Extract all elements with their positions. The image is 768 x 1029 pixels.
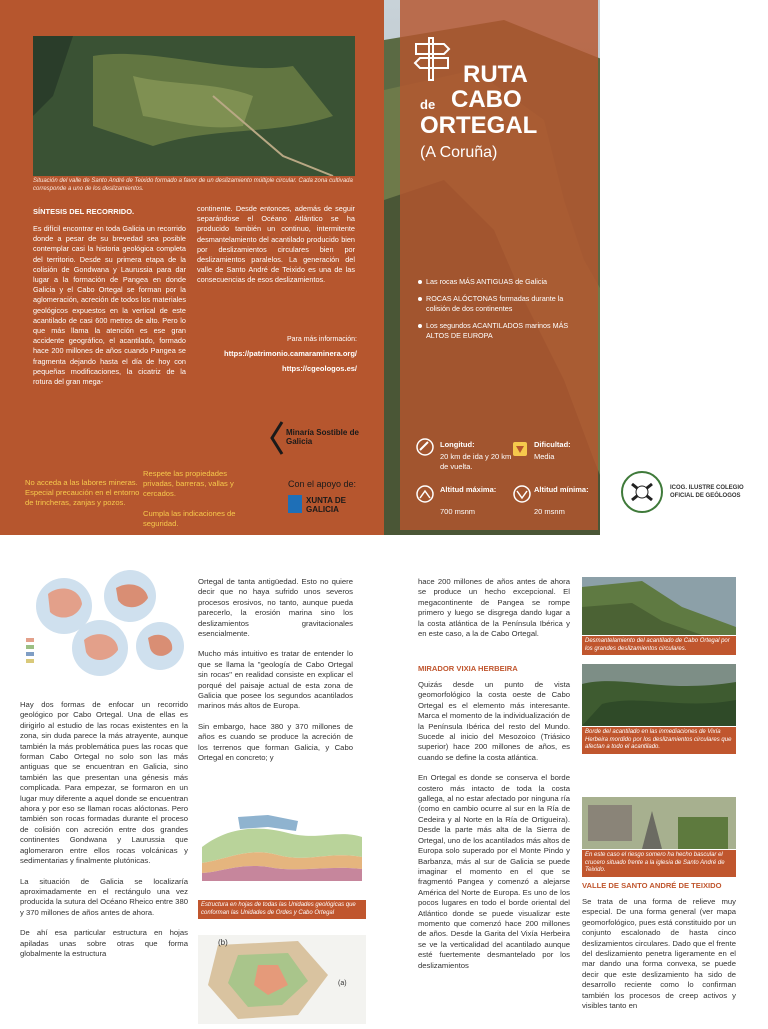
geological-section-diagram xyxy=(198,807,366,887)
warning-property: Respete las propiedades privadas, barreras, vallas y cercados. xyxy=(143,469,234,498)
mountain-up-icon xyxy=(416,485,434,508)
highlights-list xyxy=(418,277,588,348)
alt-max-label: Altitud máxima: xyxy=(440,485,497,494)
vixia-herbeira-photo xyxy=(582,664,736,726)
title-line2: CABO xyxy=(451,86,522,113)
minaria-logo xyxy=(268,420,364,456)
link-cgeologos[interactable]: https://cgeologos.es/ xyxy=(281,364,357,373)
support-label: Con el apoyo de: xyxy=(288,479,357,489)
xunta-emblem-icon xyxy=(288,495,302,513)
bullet-icon xyxy=(418,324,422,328)
svg-text:(b): (b) xyxy=(218,938,228,947)
signpost-icon xyxy=(412,36,452,82)
church-crucero-photo xyxy=(582,797,736,849)
icog-text: ICOG. ILUSTRE COLEGIO OFICIAL DE GEÓLOGOS xyxy=(670,485,744,499)
ruler-icon xyxy=(416,438,434,461)
length-value: 20 km de ida y 20 km de vuelta. xyxy=(440,452,512,471)
bottom-col4: Se trata de una forma de relieve muy especial. De una forma general (ver mapa geomorfológico, pues está constituido por un conjunto escalonado de hasta cinco deslizamientos circulares. Dado que el frente del deslizamiento penetra ligeramente en el mar dando una forma convexa, se puede decir que este deslizamiento ha sido de desarrollo reciente como lo confirman también los procesos de creep activos y visibles tanto en xyxy=(582,897,736,1011)
cliff-landslide-photo xyxy=(582,577,736,635)
section-caption: Estructura en hojas de todas las Unidades geológicas que conforman las Unidades de Ordes y Cabo Ortegal xyxy=(198,900,366,919)
geomorphological-map xyxy=(198,935,366,1024)
photo-caption-3: En este caso el riesgo somero ha hecho bascular el crucero situado frente a la iglesia de Santo André de Teixido. xyxy=(582,850,736,877)
svg-text:(a): (a) xyxy=(338,980,347,987)
alt-min-value: 20 msnm xyxy=(534,507,565,516)
difficulty-value: Media xyxy=(534,452,555,461)
bullet-icon xyxy=(418,280,422,284)
title-subtitle: (A Coruña) xyxy=(420,144,498,161)
alt-max-value: 700 msnm xyxy=(440,507,476,516)
bottom-col2: Ortegal de tanta antigüedad. Esto no quiere decir que no haya sufrido unos severos procesos erosivos, no tanto, aunque pueda parecerlo, la erosión marina sino los deslizamientos gravitacionales esencialmente. Mucho más intuitivo es tratar de entender lo que se llama la "geología de Cabo Ortegal sin rocas" en realidad consiste en explicar el porqué del paisaje actual de esta zona de Galicia que posee los segundos acantilados marinos más altos de Europa. Sin embargo, hace 380 y 370 millones de años es cuando se produce la acreción de los terrenos que forman Galicia, y Cabo Ortegal en concreto; y xyxy=(198,577,353,763)
title-line3: ORTEGAL xyxy=(420,112,538,139)
photo-caption-2: Borde del acantilado en las inmediaciones de Vixía Herbeira mordido por los deslizamientos circulares que afectan a todo el acantilado. xyxy=(582,727,736,754)
icog-emblem-icon xyxy=(620,470,664,514)
satellite-map-photo xyxy=(33,36,355,176)
map-caption: Situación del valle de Santo André de Teixido formado a favor de un deslizamiento múltiple circular. Cada zona cultivada corresponde a uno de los deslizamientos. xyxy=(33,178,353,192)
more-info-label: Para más información: xyxy=(286,336,357,343)
mountain-down-icon xyxy=(513,485,531,508)
photo-caption-1: Desmantelamiento del acantilado de Cabo Ortegal por los grandes deslizamientos circulares. xyxy=(582,636,736,655)
warning-mines: No acceda a las labores mineras. Especial precaución en el entorno de trincheras, zanjas y pozos. xyxy=(25,478,140,507)
synthesis-col1: Es difícil encontrar en toda Galicia un recorrido donde a pesar de su brevedad sea posible contemplar casi la historia geológica completa del territorio. Desde su primera etapa de la colisión de Gondwana y Laurussia para dar lugar a la formación de Pangea en donde Galicia y el Cabo Ortegal se forman por la aglomeración, acreción de todos los materiales geológicos expuestos en la vertical de este acantilado de casi 600 metros de alto. Pero lo que más llama la atención es ese gran accidente geográfico, el acantilado, formado hace 200 millones de años cuando Pangea se fragmenta dejando hasta el día de hoy con pequeñas modificaciones, la cicatriz de la rotura del gran mega- xyxy=(33,224,186,387)
highlight-item: Los segundos ACANTILADOS marinos MÁS ALTOS DE EUROPA xyxy=(418,321,588,341)
bottom-col3: Quizás desde un punto de vista geomorfológico la costa oeste de Cabo Ortegal es el elemento más interesante. Marca el momento de la individualización de la Península Ibérica del resto del Mundo. Sucede al inicio del Mesozoico (Triásico superior) hace 200 millones de años, es cuando se define la costa atlántica. En Ortegal es donde se conserva el borde costero más intacto de toda la costa gallega, al no estar afectado por ninguna ría (como en cambio ocurre al sur en la Ría de Cedeira y al Norte en la Ría de Ortigueira). Desde la parte más alta de la Sierra de Ortegal, uno de los acantilados más altos de Europa solo superado por el Monte Pindo y Barbanza, más al sur de Galicia se puede imaginar el momento en el que se fragmentó Pangea y comenzó a alejarse América del Norte de Europa. Es uno de los pocos lugares en todo el borde oriental del Atlántico donde se puede visualizar este momento que comenzó hace 200 millones de años. Desde la Garita del Vixía Herbeira se ve la verticalidad del acantilado aunque esté fuertemente desmantelado por los deslizamientos xyxy=(418,680,570,970)
right-white-panel xyxy=(600,0,768,535)
bottom-col3-intro: hace 200 millones de años antes de ahora se produce un hecho excepcional. El megacontinente de Pangea se rompe primero y luego se disgrega dando lugar a la costa atlántica de la Península Ibérica y en este caso, a la de Cabo Ortegal. xyxy=(418,577,570,639)
highlight-item: ROCAS ALÓCTONAS formadas durante la colisión de dos continentes xyxy=(418,294,588,314)
link-camaraminera[interactable]: https://patrimonio.camaraminera.org/ xyxy=(224,349,357,358)
xunta-logo xyxy=(288,493,368,517)
synthesis-heading: SÍNTESIS DEL RECORRIDO. xyxy=(33,207,135,216)
title-de: de xyxy=(420,97,436,112)
title-line1: RUTA xyxy=(463,61,528,88)
xunta-text: XUNTA DE GALICIA xyxy=(306,496,346,514)
bottom-col1: Hay dos formas de enfocar un recorrido geológico por Cabo Ortegal. Una de ellas es dirigirlo al estudio de las rocas existentes en la zona, sin duda parece la más atrayente, aunque también la más problemática pues las rocas que forman Cabo Ortegal no solo son las más antiguas que se encuentran en Galicia, sino también las que presentan una génesis más complicada. Para empezar, se formaron en un lugar muy diferente a aquel donde se encuentran ahora y por eso se llaman rocas alóctonas. Pero también son rocas formadas durante el proceso de colisión con acreción entre dos grandes continentes Gondwana y Laurussia que aglomeraron entre ellos rocas volcánicas y sedimentarias y finalmente plutónicas. La situación de Galicia se localizaría aproximadamente en el rectángulo una vez producida la sutura del Océano Rheico entre 380 y 370 millones de años antes de ahora. De ahí esa particular estructura en hojas apiladas unas sobre otras que forma globalmente la estructura xyxy=(20,700,188,958)
minaria-logo-text: Minaría Sostible de Galicia xyxy=(286,428,359,446)
synthesis-col2: continente. Desde entonces, además de seguir separándose el Océano Atlántico se ha producido también un continuo, intermitente desmantelamiento del acantilado producido bien por deslizamientos circulares bien por deslizamientos paralelos. La generación del valle de Santo André de Teixido es una de las consecuencias de esos deslizamientos. xyxy=(197,204,355,285)
warning-safety: Cumpla las indicaciones de seguridad. xyxy=(143,509,236,528)
valle-heading: VALLE DE SANTO ANDRÉ DE TEIXIDO xyxy=(582,881,722,890)
warning-triangle-icon xyxy=(513,442,527,461)
highlight-item: Las rocas MÁS ANTIGUAS de Galicia xyxy=(418,277,588,287)
mirador-heading: MIRADOR VIXIA HERBEIRA xyxy=(418,664,518,673)
difficulty-label: Dificultad: xyxy=(534,440,571,449)
paleogeographic-map xyxy=(20,566,190,681)
length-label: Longitud: xyxy=(440,440,475,449)
alt-min-label: Altitud mínima: xyxy=(534,485,589,494)
bullet-icon xyxy=(418,297,422,301)
